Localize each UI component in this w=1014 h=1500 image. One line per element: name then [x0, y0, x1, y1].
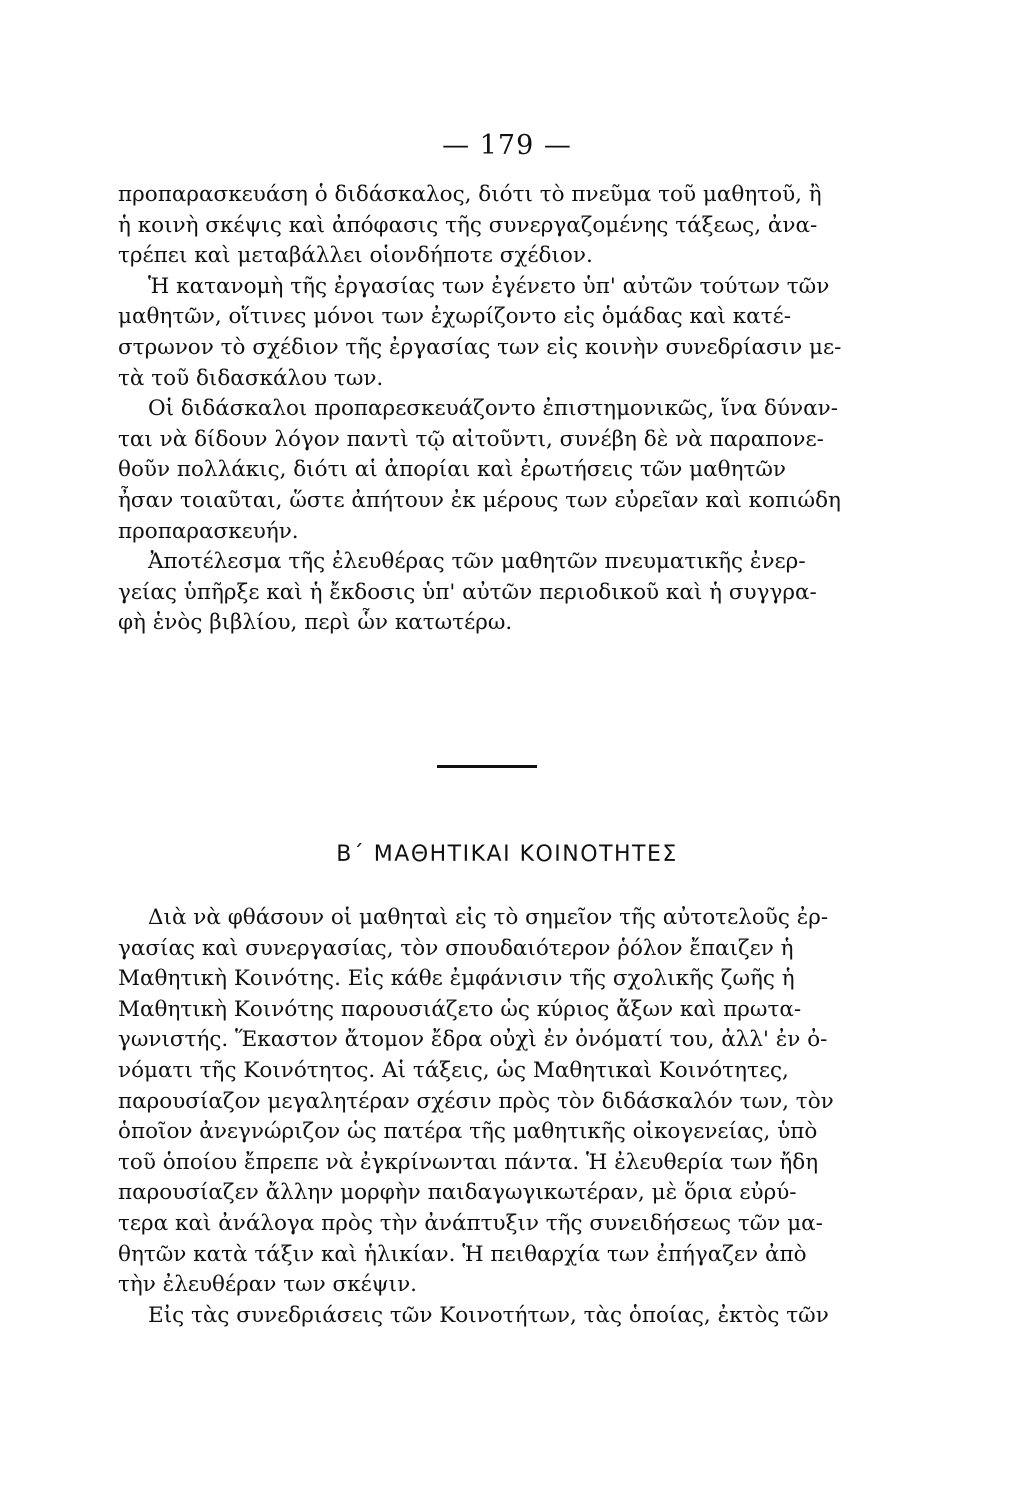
text-line: Μαθητικὴ Κοινότης παρουσιάζετο ὡς κύριος ἄξων καὶ πρωτα- [118, 996, 802, 1022]
text-line: ἡ κοινὴ σκέψις καὶ ἀπόφασις τῆς συνεργαζομένης τάξεως, ἀνα- [118, 212, 818, 238]
text-line: Οἱ διδάσκαλοι προπαρεσκευάζοντο ἐπιστημονικῶς, ἵνα δύναν- [148, 396, 838, 422]
section-separator [437, 765, 537, 768]
text-line: τρέπει καὶ μεταβάλλει οἱονδήποτε σχέδιον. [118, 243, 593, 269]
text-line: τερα καὶ ἀνάλογα πρὸς τὴν ἀνάπτυξιν τῆς συνειδήσεως τῶν μα- [118, 1210, 823, 1236]
text-line: θοῦν πολλάκις, διότι αἱ ἀπορίαι καὶ ἐρωτήσεις τῶν μαθητῶν [118, 457, 786, 483]
section-heading: Β΄ ΜΑΘΗΤΙΚΑΙ ΚΟΙΝΟΤΗΤΕΣ [336, 842, 678, 867]
bottom-text-block [118, 903, 878, 1331]
text-line: Διὰ νὰ φθάσουν οἱ μαθηταὶ εἰς τὸ σημεῖον τῆς αὐτοτελοῦς ἐρ- [148, 905, 829, 930]
text-line: ἦσαν τοιαῦται, ὥστε ἀπήτουν ἐκ μέρους των εὐρεῖαν καὶ κοπιώδη [118, 487, 841, 513]
text-line: παρουσίαζεν ἄλλην μορφὴν παιδαγωγικωτέραν, μὲ ὅρια εὐρύ- [118, 1180, 797, 1206]
text-line: Μαθητικὴ Κοινότης. Εἰς κάθε ἐμφάνισιν τῆς σχολικῆς ζωῆς ἡ [118, 966, 795, 992]
text-line: γείας ὑπῆρξε καὶ ἡ ἔκδοσις ὑπ' αὐτῶν περιοδικοῦ καὶ ἡ συγγρα- [118, 579, 817, 605]
page-number: — 179 — [442, 130, 572, 161]
text-line: φὴ ἑνὸς βιβλίου, περὶ ὧν κατωτέρω. [118, 610, 513, 636]
text-line: θητῶν κατὰ τάξιν καὶ ἡλικίαν. Ἡ πειθαρχία των ἐπήγαζεν ἀπὸ [118, 1241, 807, 1267]
top-text-block [118, 180, 878, 639]
text-line: ται νὰ δίδουν λόγον παντὶ τῷ αἰτοῦντι, συνέβη δὲ νὰ παραπονε- [118, 426, 824, 452]
text-line: γασίας καὶ συνεργασίας, τὸν σπουδαιότερον ῥόλον ἔπαιζεν ἡ [118, 935, 794, 961]
text-line: προπαρασκευήν. [118, 518, 299, 544]
text-line: μαθητῶν, οἵτινες μόνοι των ἐχωρίζοντο εἰς ὁμάδας καὶ κατέ- [118, 304, 791, 330]
text-line: Ἀποτέλεσμα τῆς ἐλευθέρας τῶν μαθητῶν πνευματικῆς ἐνερ- [148, 549, 806, 575]
text-line: στρωνον τὸ σχέδιον τῆς ἐργασίας των εἰς κοινὴν συνεδρίασιν με- [118, 334, 842, 360]
text-line: τὰ τοῦ διδασκάλου των. [118, 365, 384, 391]
text-line: τοῦ ὁποίου ἔπρεπε νὰ ἐγκρίνωνται πάντα. Ἡ ἐλευθερία των ἤδη [118, 1149, 819, 1175]
text-line: νόματι τῆς Κοινότητος. Αἱ τάξεις, ὡς Μαθητικαὶ Κοινότητες, [118, 1057, 789, 1083]
text-line: προπαρασκευάση ὁ διδάσκαλος, διότι τὸ πνεῦμα τοῦ μαθητοῦ, ἢ [118, 182, 822, 207]
text-line: γωνιστής. Ἕκαστον ἄτομον ἔδρα οὐχὶ ἐν ὀνόματί του, ἀλλ' ἐν ὀ- [118, 1027, 828, 1053]
text-line: τὴν ἐλευθέραν των σκέψιν. [118, 1272, 417, 1298]
text-line: παρουσίαζον μεγαλητέραν σχέσιν πρὸς τὸν διδάσκαλόν των, τὸν [118, 1088, 834, 1114]
text-line: Ἡ κατανομὴ τῆς ἐργασίας των ἐγένετο ὑπ' αὐτῶν τούτων τῶν [148, 273, 830, 299]
text-line: Εἰς τὰς συνεδριάσεις τῶν Κοινοτήτων, τὰς ὁποίας, ἐκτὸς τῶν [148, 1302, 829, 1328]
text-line: ὁποῖον ἀνεγνώριζον ὡς πατέρα τῆς μαθητικῆς οἰκογενείας, ὑπὸ [118, 1119, 818, 1145]
